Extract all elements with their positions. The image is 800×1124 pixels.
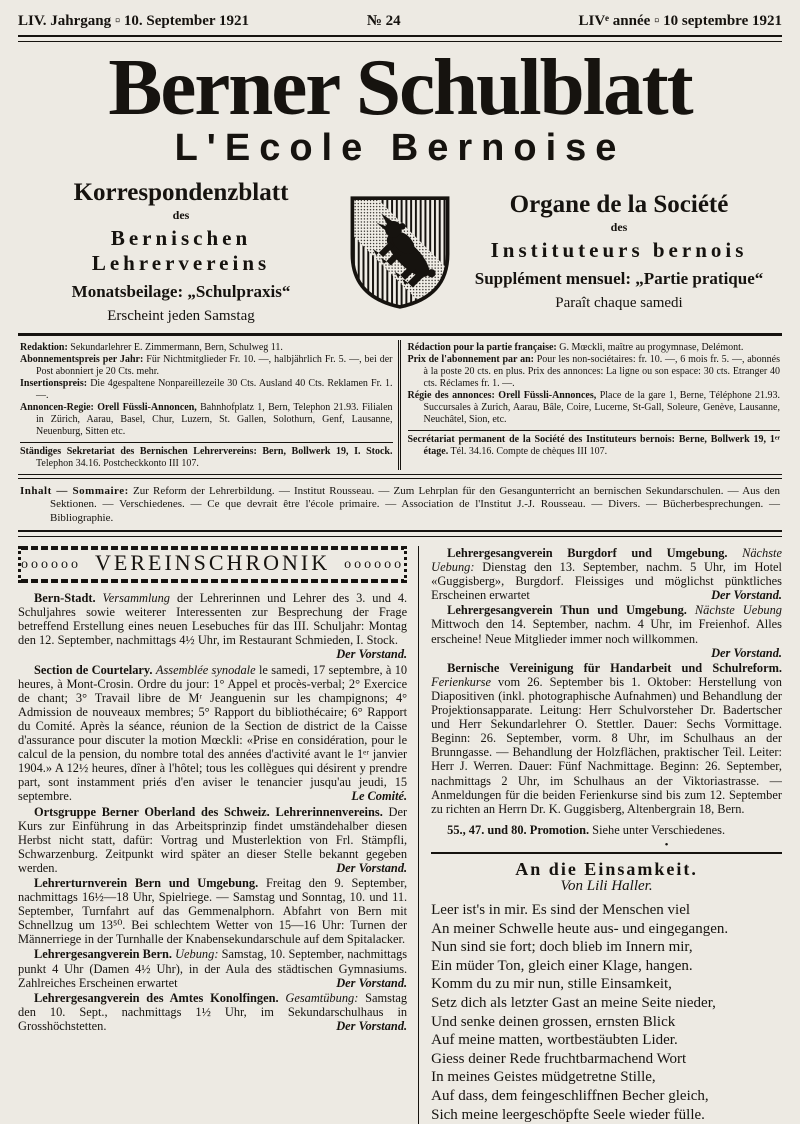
signature: Le Comité. bbox=[351, 789, 408, 804]
issue-info-bar bbox=[18, 0, 782, 30]
org-fr-line3: Instituteurs bernois bbox=[490, 238, 748, 262]
org-fr-line5: Paraît chaque samedi bbox=[555, 295, 683, 311]
imprint-column-divider bbox=[398, 340, 401, 470]
org-de-line2: des bbox=[172, 207, 190, 222]
article-lehrergesangverein-thun: Lehrergesangverein Thun und Umgebung. Nächste Uebung Mittwoch den 14. September, nachm. 4 Uhr, im Freienhof. Alles erscheine! Neue Mitglieder immer noch willkommen. Der Vorstand. bbox=[431, 603, 782, 660]
article-lehrerturnverein-bern: Lehrerturnverein Bern und Umgebung. Freitag den 9. September, nachmittags 16½—18 Uhr, Spielriege. — Samstag und Sonntag, 10. und 11. September, Turnfahrt auf das Gemmenalphorn. Abfahrt von Bern mit Schnellzug um 13⁵⁰. Bei schlechtem Wetter von 15—16 Uhr: Turnen der Männerriege in der Turnhalle der Knabensekundarschule auf dem Spitalacker. bbox=[18, 875, 408, 947]
imprint-german bbox=[18, 340, 397, 470]
article-section-courtelary: Section de Courtelary. Assemblée synodale le samedi, 17 septembre, à 10 heures, à Mont-Crosin. Ordre du jour: 1° Appel et procès-verbal; 2° Exercice de chant; 3° Travail libre de Mʳ Jeanguenin sur les champignons; 4° Admission de nouveaux membres; 5° Rapport du bibliothécaire; 6° Rapport du Comité. Après la séance, réunion de la Section de district de la Caisse d'assurance pour discuter la motion Mœckli: «Prise en considération, pour le calcul de la pension, du nombre total des années d'activité avant le 1ᵉʳ janvier 1904.» A 12½ heures, dîner à l'hôtel; tous les collègues qui désirent y prendre part, sont instamment priés d'en aviser le tenancier jusqu'au jeudi, 15 septembre. Le Comité. bbox=[18, 662, 408, 804]
divider-rule bbox=[431, 852, 782, 854]
org-de-line5: Erscheint jeden Samstag bbox=[107, 307, 255, 324]
circle-ornament: oooooo bbox=[344, 557, 405, 572]
vereinschronik-header-box bbox=[18, 546, 407, 583]
organization-french bbox=[456, 191, 782, 312]
signature: Der Vorstand. bbox=[336, 647, 408, 662]
right-column bbox=[418, 546, 782, 1124]
org-de-line3: Bernischen Lehrervereins bbox=[91, 225, 271, 275]
signature: Der Vorstand. bbox=[711, 588, 782, 603]
poem-line: Auf dass, dem feingeschliffnen Becher gleich, bbox=[431, 1088, 709, 1104]
article-handarbeit-schulreform: Bernische Vereinigung für Handarbeit und Schulreform. Ferienkurse vom 26. September bis 1. Oktober: Herstellung von Diapositiven (inkl. photographische Aufnahmen) und Behandlung der Projektionsapparate. Leitung: Herr Schulvorsteher Dr. Badertscher und Herr Sekundarlehrer O. Stettler. Dauer: Sechs Vormittage. Beginn: 26. September, vorm. 8 Uhr, im Schulhaus an der Brunngasse. — Behandlung der Holzflächen, praktischer Teil. Leiter: Herr J. Werren. Dauer: Fünf Nachmittage. Beginn: 26. September, nachmittags 2 Uhr, im Schulhaus an der Viktoriastrasse. — Anmeldungen für die beiden Ferienkurse sind bis zum 12. September zu richten an Herrn Dr. K. Guggisberg, Altenbergrain 18, Bern. bbox=[431, 660, 782, 816]
poem-line: An meiner Schwelle heute aus- und eingegangen. bbox=[431, 920, 729, 937]
poem-line: In meines Geistes müdgetretne Stille, bbox=[431, 1069, 656, 1086]
imprint-paragraph: Abonnementspreis per Jahr: Für Nichtmitglieder Fr. 10. —, halbjährlich Fr. 5. —, bei der Post abonniert je 20 Cts. mehr. bbox=[20, 353, 393, 377]
imprint-paragraph: Insertionspreis: Die 4gespaltene Nonpareillezeile 30 Cts. Ausland 40 Cts. Reklamen Fr. 1. —. bbox=[20, 377, 393, 401]
issue-date-german: LIV. Jahrgang ▫ 10. September 1921 bbox=[18, 13, 250, 29]
signature: Der Vorstand. bbox=[711, 645, 782, 660]
poem-line: Nun sind sie fort; doch blieb im Innern mir, bbox=[431, 939, 693, 956]
article-bern-stadt: Bern-Stadt. Versammlung der Lehrerinnen und Lehrer des 3. und 4. Schuljahres sowie weiterer Interessenten zur Besprechung der Frage betreffend Erstellung eines neuen Lesebuches für das III. Schuljahr: Montag den 12. September, nachmittags 4½ Uhr, im Restaurant Schmieden, I. Stock. Der Vorstand. bbox=[18, 591, 408, 662]
org-fr-line4: Supplément mensuel: „Partie pratique“ bbox=[474, 269, 764, 288]
poem-line: Setz dich als letzter Gast an meine Seite nieder, bbox=[431, 995, 716, 1012]
contents-label: Inhalt — Sommaire: bbox=[20, 484, 129, 497]
divider-rule bbox=[18, 530, 782, 537]
article-lehrergesangverein-konolfingen: Lehrergesangverein des Amtes Konolfingen. Gesamtübung: Samstag den 10. Sept., nachmittags 1½ Uhr, im Sekundarschulhaus in Grosshöchstetten. Der Vorstand. bbox=[18, 990, 408, 1033]
org-de-line4: Monatsbeilage: „Schulpraxis“ bbox=[71, 281, 291, 301]
chain-ornament-border bbox=[21, 579, 404, 583]
circle-ornament: oooooo bbox=[21, 557, 81, 572]
section-end-mark: • bbox=[664, 838, 669, 851]
secretariat-french: Secrétariat permanent de la Société des Instituteurs bernois: Berne, Bollwerk 19, 1ᵉʳ étage. Tél. 34.16. Compte de chèques III 107. bbox=[408, 430, 781, 458]
imprint-paragraph: Redaktion: Sekundarlehrer E. Zimmermann, Bern, Schulweg 11. bbox=[20, 341, 283, 353]
imprint-paragraph: Prix de l'abonnement par an: Pour les non-sociétaires: fr. 10. —, 6 mois fr. 5. —, abonnés à la poste 20 cts. en plus. Prix des annonces: La ligne ou son espace: 30 cts. Etranger 40 cts. Réclames fr. 1. —. bbox=[407, 353, 780, 389]
newspaper-title-german: Berner Schulblatt bbox=[108, 42, 692, 132]
org-fr-line2: des bbox=[610, 220, 628, 234]
poem-line: Sich meine leergeschöpfte Seele wieder fülle. bbox=[431, 1106, 705, 1123]
contents-list: Zur Reform der Lehrerbildung. — Institut Rousseau. — Zum Lehrplan für den Gesangunterricht an bernischen Sekundarschulen. — Aus den Sektionen. — Verschiedenes. — Ce que devrait être l'école primaire. — Association de l'Institut J.-J. Rousseau. — Divers. — Bücherbesprechungen. — Bibliographie. bbox=[50, 484, 781, 524]
organization-german bbox=[18, 179, 344, 325]
imprint-block bbox=[18, 336, 782, 470]
org-de-line1: Korrespondenzblatt bbox=[73, 178, 289, 206]
poem-line: Auf meine matten, wortbestäubten Lider. bbox=[431, 1032, 678, 1049]
section-title-vereinschronik: VEREINSCHRONIK bbox=[95, 550, 331, 575]
signature: Der Vorstand. bbox=[336, 975, 408, 990]
poem-author: Von Lili Haller. bbox=[560, 877, 653, 894]
poem-line: Ein müder Ton, gleich einer Klage, hangen. bbox=[431, 957, 693, 974]
table-of-contents bbox=[18, 479, 782, 531]
imprint-paragraph: Annoncen-Regie: Orell Füssli-Annoncen, Bahnhofplatz 1, Bern, Telephon 21.93. Filialen in Zürich, Aarau, Basel, Chur, Luzern, St. Gallen, Solothurn, Genf, Lausanne, Neuenburg, Sitten etc. bbox=[20, 401, 393, 437]
org-fr-line1: Organe de la Société bbox=[509, 191, 729, 218]
imprint-paragraph: Régie des annonces: Orell Füssli-Annonces, Place de la gare 1, Berne, Téléphone 21.93. Succursales à Zurich, Aarau, Bâle, Coire, Lucerne, St-Gall, Soleure, Genève, Lausanne, Neuchâtel, Sion, etc. bbox=[407, 389, 781, 425]
body-columns bbox=[18, 546, 782, 1124]
issue-number: № 24 bbox=[366, 13, 401, 29]
article-lehrergesangverein-bern: Lehrergesangverein Bern. Uebung: Samstag, 10. September, nachmittags punkt 4 Uhr (Damen 4½ Uhr), in der Aula des städtischen Gymnasiums. Zahlreiches Erscheinen erwartet Der Vorstand. bbox=[18, 947, 408, 990]
poem-line: Komm du zu mir nun, stille Einsamkeit, bbox=[431, 976, 672, 993]
article-promotion-notice: 55., 47. und 80. Promotion. Siehe unter Verschiedenes. bbox=[447, 822, 726, 837]
left-column bbox=[18, 546, 418, 1124]
bern-bear-coat-of-arms-icon bbox=[344, 194, 456, 310]
poem-line: Und senke deinen grossen, ernsten Blick bbox=[431, 1013, 676, 1030]
imprint-french bbox=[402, 340, 783, 470]
poem-line: Giess deiner Rede fruchtbarmachend Wort bbox=[431, 1050, 687, 1067]
newspaper-title-french: L'Ecole Bernoise bbox=[174, 126, 626, 169]
imprint-paragraph: Rédaction pour la partie française: G. Mœckli, maître au progymnase, Delémont. bbox=[407, 341, 744, 353]
issue-date-french: LIVᵉ année ▫ 10 septembre 1921 bbox=[578, 13, 782, 29]
signature: Der Vorstand. bbox=[336, 860, 408, 875]
organization-row bbox=[18, 179, 782, 325]
article-ortsgruppe-oberland: Ortsgruppe Berner Oberland des Schweiz. Lehrerinnenvereins. Der Kurs zur Einführung in das Arbeitsprinzip findet umständehalber diesen Herbst nicht statt, dafür: Vortrag und Musterlektion von Frl. Stämpfli, Schwarzenburg. Zeitpunkt wird später an dieser Stelle bekannt gegeben werden. Der Vorstand. bbox=[18, 804, 408, 875]
article-lehrergesangverein-burgdorf: Lehrergesangverein Burgdorf und Umgebung. Nächste Uebung: Dienstag den 13. September, nachm. 5 Uhr, im Hotel «Guggisberg», Burgdorf. Fleissiges und möglichst pünktliches Erscheinen erwartet Der Vorstand. bbox=[431, 546, 782, 603]
masthead bbox=[18, 42, 782, 169]
poem-title: An die Einsamkeit. bbox=[515, 858, 698, 879]
poem-body bbox=[431, 901, 782, 1124]
signature: Der Vorstand. bbox=[336, 1018, 408, 1033]
poem-line: Leer ist's in mir. Es sind der Menschen viel bbox=[431, 902, 691, 919]
secretariat-german: Ständiges Sekretariat des Bernischen Lehrervereins: Bern, Bollwerk 19, I. Stock. Telephon 34.16. Postcheckkonto III 107. bbox=[20, 442, 393, 470]
divider-rule bbox=[18, 35, 782, 42]
